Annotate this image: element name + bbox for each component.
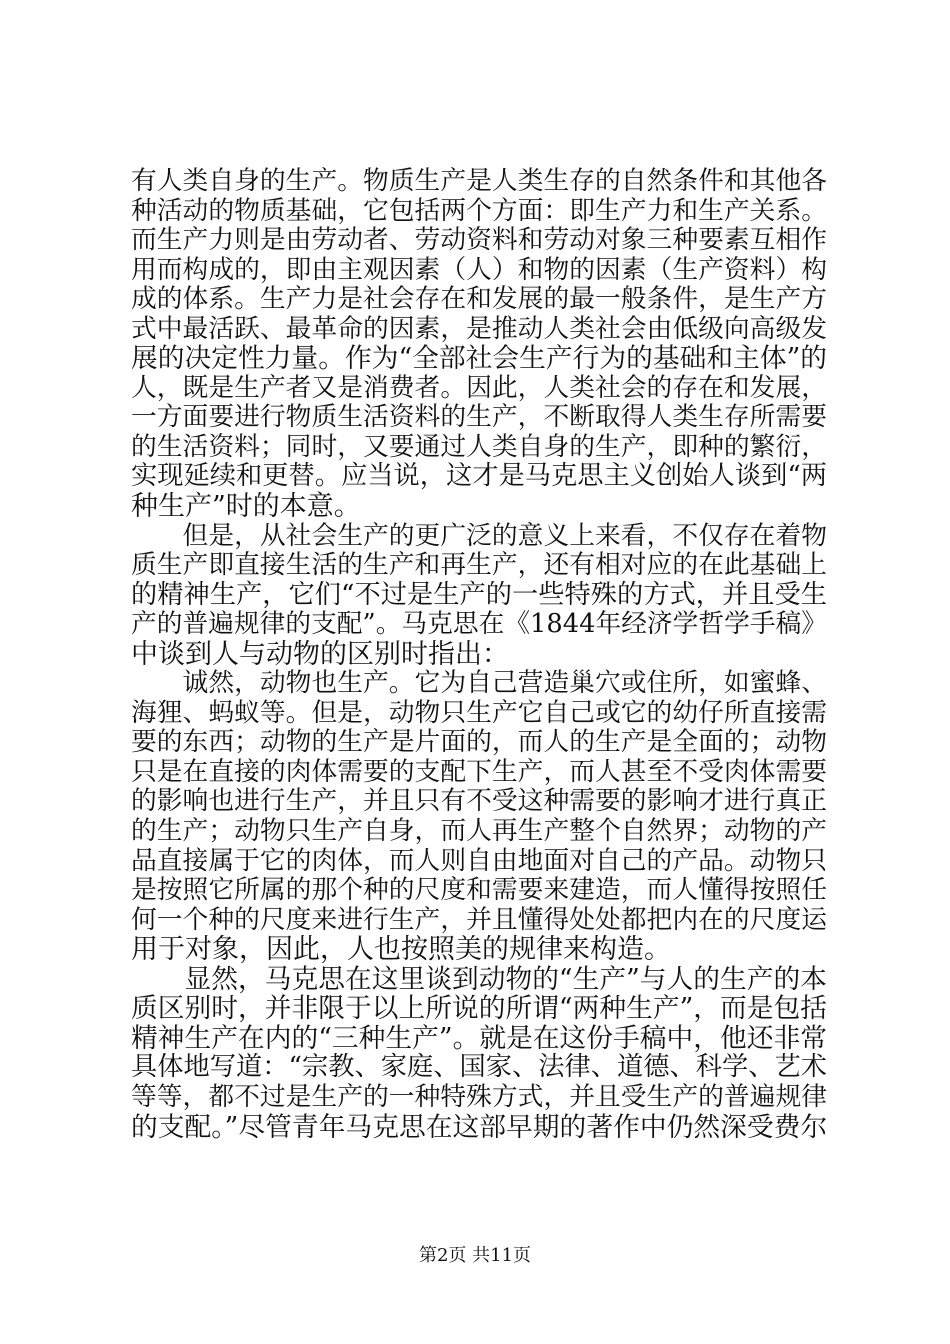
text-line: 产的普遍规律的支配”。马克思在《1844年经济学哲学手稿》: [131, 609, 827, 640]
text-line: 何一个种的尺度来进行生产，并且懂得处处都把内在的尺度运: [131, 904, 827, 935]
text-line: 式中最活跃、最革命的因素，是推动人类社会由低级向高级发: [131, 313, 827, 344]
text-line: 精神生产在内的“三种生产”。就是在这份手稿中，他还非常: [131, 1022, 827, 1054]
text-line: 海狸、蚂蚁等。但是，动物只生产它自己或它的幼仔所直接需: [131, 697, 827, 728]
text-line: 但是，从社会生产的更广泛的意义上来看，不仅存在着物: [131, 520, 827, 551]
text-line: 成的体系。生产力是社会存在和发展的最一般条件，是生产方: [131, 284, 827, 315]
text-line: 中谈到人与动物的区别时指出：: [131, 638, 509, 670]
text-line: 等等，都不过是生产的一种特殊方式，并且受生产的普遍规律: [131, 1081, 827, 1112]
text-line: 实现延续和更替。应当说，这才是马克思主义创始人谈到“两: [131, 461, 827, 492]
text-line: 具体地写道：“宗教、家庭、国家、法律、道德、科学、艺术: [131, 1052, 827, 1083]
text-line: 的支配。”尽管青年马克思在这部早期的著作中仍然深受费尔: [131, 1111, 828, 1143]
text-line: 要的东西；动物的生产是片面的，而人的生产是全面的；动物: [131, 727, 827, 758]
text-line: 有人类自身的生产。物质生产是人类生存的自然条件和其他各: [131, 166, 827, 196]
text-line: 人，既是生产者又是消费者。因此，人类社会的存在和发展，: [131, 372, 827, 403]
text-line: 品直接属于它的肉体，而人则自由地面对自己的产品。动物只: [131, 845, 827, 876]
text-line: 种生产”时的本意。: [131, 491, 361, 523]
text-line: 质生产即直接生活的生产和再生产，还有相对应的在此基础上: [131, 550, 827, 581]
text-line: 一方面要进行物质生活资料的生产，不断取得人类生存所需要: [131, 402, 827, 433]
text-line: 是按照它所属的那个种的尺度和需要来建造，而人懂得按照任: [131, 875, 827, 906]
text-line: 的生产；动物只生产自身，而人再生产整个自然界；动物的产: [131, 816, 827, 847]
text-line: 的生活资料；同时，又要通过人类自身的生产，即种的繁衍，: [131, 431, 827, 462]
text-line: 质区别时，并非限于以上所说的所谓“两种生产”，而是包括: [131, 993, 827, 1025]
text-line: 展的决定性力量。作为“全部社会生产行为的基础和主体”的: [131, 343, 827, 375]
body-text: [131, 167, 827, 1142]
text-line: 而生产力则是由劳动者、劳动资料和劳动对象三种要素互相作: [131, 225, 827, 256]
text-line: 用于对象，因此，人也按照美的规律来构造。: [131, 934, 671, 966]
text-line: 显然，马克思在这里谈到动物的“生产”与人的生产的本: [131, 963, 827, 995]
text-line: 的精神生产，它们“不过是生产的一些特殊的方式，并且受生: [131, 579, 827, 610]
text-line: 诚然，动物也生产。它为自己营造巢穴或住所，如蜜蜂、: [131, 668, 827, 699]
text-line: 种活动的物质基础，它包括两个方面：即生产力和生产关系。: [131, 195, 827, 226]
text-line: 的影响也进行生产，并且只有不受这种需要的影响才进行真正: [131, 786, 827, 817]
text-line: 用而构成的，即由主观因素（人）和物的因素（生产资料）构: [131, 254, 827, 285]
page-number: 第2页 共11页: [418, 1245, 532, 1266]
text-line: 只是在直接的肉体需要的支配下生产，而人甚至不受肉体需要: [131, 756, 827, 787]
